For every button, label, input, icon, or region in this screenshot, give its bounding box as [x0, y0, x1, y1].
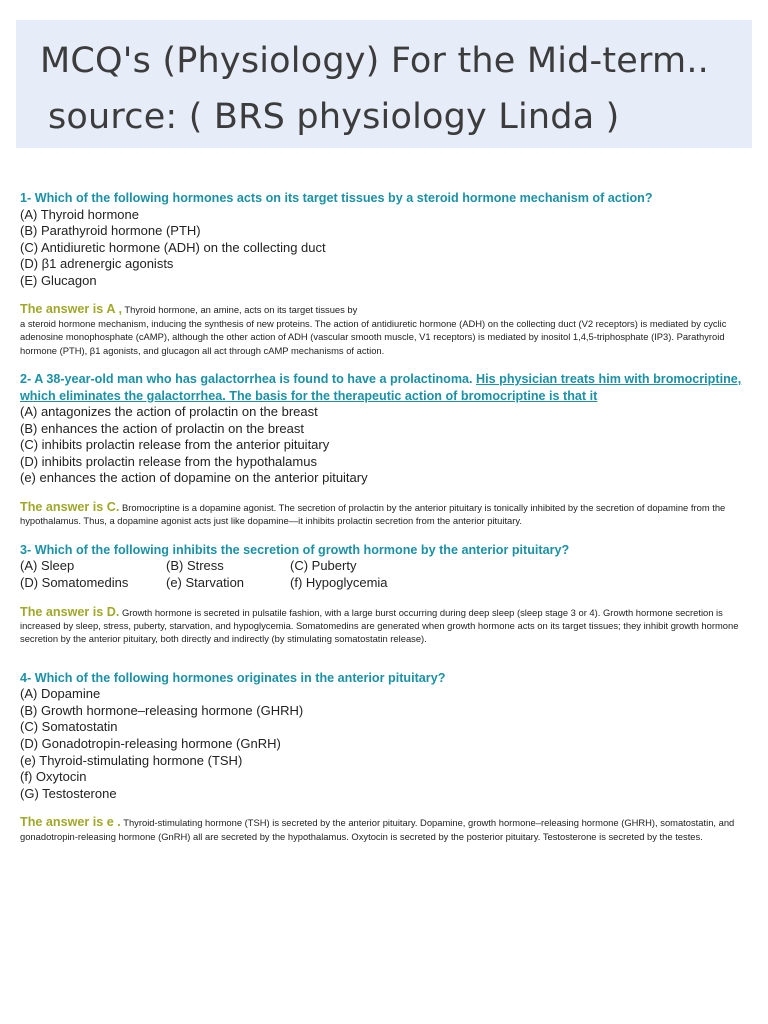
question-4-text: 4- Which of the following hormones originates in the anterior pituitary? — [20, 670, 446, 685]
option: (G) Testosterone — [20, 785, 117, 801]
document-body — [20, 190, 744, 843]
option: (B) Parathyroid hormone (PTH) — [20, 223, 201, 239]
answer-1 — [20, 303, 744, 357]
option: (E) Glucagon — [20, 272, 97, 288]
answer-label: The answer is A , — [20, 302, 122, 317]
option: (B) enhances the action of prolactin on the breast — [20, 420, 305, 436]
answer-4 — [20, 816, 744, 843]
question-3-text: 3- Which of the following inhibits the secretion of growth hormone by the anterior pituitary? — [20, 542, 570, 557]
option: (C) Antidiuretic hormone (ADH) on the collecting duct — [20, 239, 326, 255]
page-subtitle: source: ( BRS physiology Linda ) — [48, 97, 620, 137]
answer-label: The answer is C. — [20, 500, 120, 515]
answer-3 — [20, 606, 744, 646]
answer-label: The answer is D. — [20, 604, 120, 619]
question-1-text: 1- Which of the following hormones acts on its target tissues by a steroid hormone mechanism of action? — [20, 191, 653, 205]
page-title: MCQ's (Physiology) For the Mid-term.. — [40, 41, 709, 81]
option: (B) Growth hormone–releasing hormone (GHRH) — [20, 702, 304, 718]
answer-text: Growth hormone is secreted in pulsatile fashion, with a large burst occurring during deep sleep (sleep stage 3 or 4). Growth hormone secretion is increased by sleep, stress, puberty, starvation, and hypoglycemia. Somatomedins are generated when growth hormone acts on its target tissues; they inhibit growth hormone secretion by the anterior pituitary, both directly and indirectly (by stimulating somatostatin release). — [20, 606, 739, 645]
option: (D) inhibits prolactin release from the hypothalamus — [20, 453, 317, 469]
option: (A) Thyroid hormone — [20, 206, 139, 222]
answer-text: a steroid hormone mechanism, inducing the synthesis of new proteins. The action of antidiuretic hormone (ADH) on the collecting duct (V2 receptors) is mediated by cyclic adenosine monophosphate (cAMP), although the other action of ADH (vascular smooth muscle, V1 receptors) is mediated by inositol 1,4,5-triphosphate (IP3). Parathyroid hormone (PTH), β1 agonists, and glucagon all act through cAMP mechanisms of action. — [20, 317, 727, 356]
question-2-options — [20, 404, 744, 487]
option: (C) Puberty — [290, 558, 357, 574]
answer-2 — [20, 501, 744, 528]
option: (C) inhibits prolactin release from the anterior pituitary — [20, 437, 330, 453]
option: (A) Dopamine — [20, 686, 101, 702]
answer-text: Bromocriptine is a dopamine agonist. The secretion of prolactin by the anterior pituitary is tonically inhibited by the secretion of dopamine from the hypothalamus. Thus, a dopamine agonist acts just like dopamine—it inhibits prolactin secretion from the anterior pituitary. — [20, 502, 726, 527]
question-block-4 — [20, 670, 744, 843]
question-4-options — [20, 686, 744, 802]
question-1-options — [20, 207, 744, 290]
options-row — [20, 575, 744, 592]
option: (e) Thyroid-stimulating hormone (TSH) — [20, 752, 243, 768]
option: (f) Oxytocin — [20, 769, 87, 785]
option: (A) Sleep — [20, 558, 75, 574]
answer-label: The answer is e . — [20, 815, 121, 830]
option: (D) Somatomedins — [20, 574, 129, 590]
answer-text: Thyroid-stimulating hormone (TSH) is secreted by the anterior pituitary. Dopamine, growth hormone–releasing hormone (GHRH), somatostatin, and gonadotropin-releasing hormone (GnRH) all are secreted by the hypothalamus. Oxytocin is secreted by the posterior pituitary. Testosterone is secreted by the testes. — [20, 817, 735, 842]
question-block-3 — [20, 542, 744, 646]
option: (C) Somatostatin — [20, 719, 118, 735]
option: (e) Starvation — [166, 574, 245, 590]
option: (A) antagonizes the action of prolactin on the breast — [20, 404, 318, 420]
question-block-2 — [20, 371, 744, 528]
option: (D) β1 adrenergic agonists — [20, 256, 174, 272]
answer-text: Thyroid hormone, an amine, acts on its target tissues by — [121, 304, 358, 316]
question-block-1 — [20, 190, 744, 357]
option: (f) Hypoglycemia — [290, 574, 388, 590]
option: (D) Gonadotropin-releasing hormone (GnRH) — [20, 736, 281, 752]
option: (e) enhances the action of dopamine on the anterior pituitary — [20, 470, 368, 486]
options-row — [20, 558, 744, 575]
option: (B) Stress — [166, 558, 224, 574]
question-2-text: 2- A 38-year-old man who has galactorrhea is found to have a prolactinoma. His physician treats him with bromocriptine, which eliminates the galactorrhea. The basis for the therapeutic action of bromocriptine is that it — [20, 372, 742, 403]
